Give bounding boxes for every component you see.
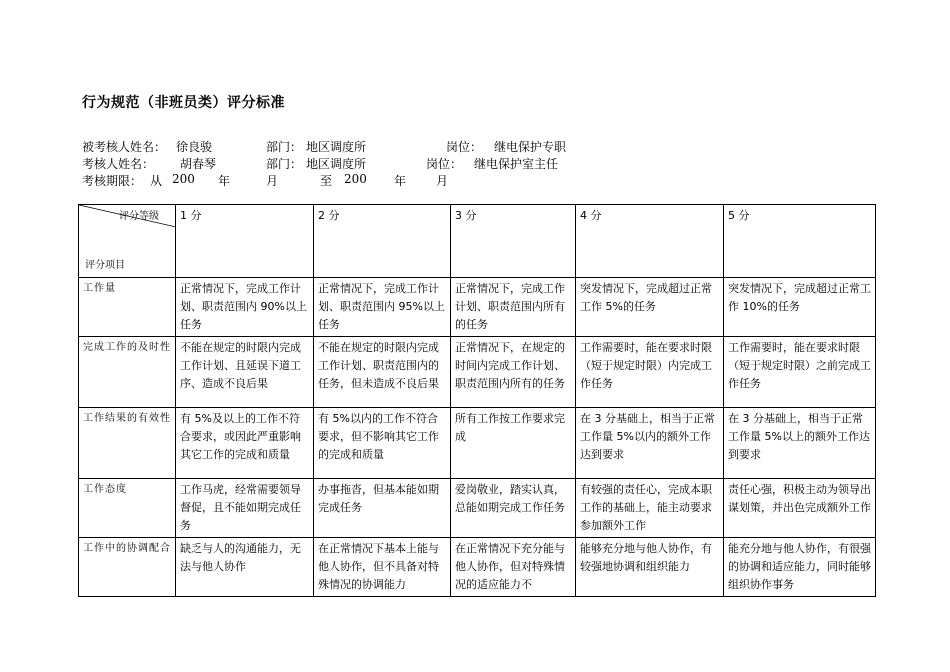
table-row (79, 408, 876, 479)
period-label: 考核期限： (82, 174, 143, 188)
assessee-post-label: 岗位： (446, 140, 483, 154)
grade-header: 1 分 (176, 205, 314, 278)
criteria-cell: 正常情况下，完成工作计划、职责范围内 95%以上任务 (314, 278, 451, 337)
criteria-cell: 不能在规定的时限内完成工作计划、且延误下道工序、造成不良后果 (176, 337, 314, 408)
corner-cell (79, 205, 176, 278)
criteria-cell: 责任心强，积极主动为领导出谋划策，并出色完成额外工作 (724, 479, 876, 538)
table-row (79, 278, 876, 337)
table-header-row (79, 205, 876, 278)
grade-header: 5 分 (724, 205, 876, 278)
criteria-cell: 正常情况下，在规定的时间内完成工作计划、职责范围内所有的任务 (451, 337, 576, 408)
criteria-cell: 能充分地与他人协作，有很强的协调和适应能力，同时能够组织协作事务 (724, 538, 876, 597)
assessor-name-label: 考核人姓名： (82, 157, 155, 171)
period-year-end: 200 (344, 172, 367, 186)
period-month-unit-end: 月 (436, 174, 449, 188)
table-row (79, 337, 876, 408)
assessee-name-label: 被考核人姓名： (82, 140, 167, 154)
criteria-cell: 工作需要时，能在要求时限（短于规定时限）之前完成工作任务 (724, 337, 876, 408)
assessor-dept: 地区调度所 (306, 157, 367, 171)
criteria-cell: 在正常情况下基本上能与他人协作，但不具备对特殊情况的协调能力 (314, 538, 451, 597)
period-from: 从 (150, 174, 163, 188)
criteria-cell: 在 3 分基础上，相当于正常工作量 5%以内的额外工作达到要求 (576, 408, 724, 479)
period-year-start: 200 (172, 172, 195, 186)
item-axis-label: 评分项目 (85, 260, 125, 271)
assessee-post: 继电保护专职 (494, 140, 567, 154)
assessor-post-label: 岗位： (426, 157, 463, 171)
assessor-dept-label: 部门： (266, 157, 303, 171)
grade-header: 4 分 (576, 205, 724, 278)
criteria-cell: 办事拖沓，但基本能如期完成任务 (314, 479, 451, 538)
criteria-cell: 缺乏与人的沟通能力，无法与他人协作 (176, 538, 314, 597)
item-label: 工作中的协调配合 (79, 538, 176, 597)
assessee-name: 徐良骏 (176, 140, 213, 154)
scoring-table (78, 204, 876, 597)
assessee-dept-label: 部门： (266, 140, 303, 154)
criteria-cell: 工作马虎，经常需要领导督促，且不能如期完成任务 (176, 479, 314, 538)
assessee-dept: 地区调度所 (306, 140, 367, 154)
criteria-cell: 所有工作按工作要求完成 (451, 408, 576, 479)
item-label: 工作量 (79, 278, 176, 337)
assessor-name: 胡春琴 (180, 157, 217, 171)
criteria-cell: 爱岗敬业，踏实认真，总能如期完成工作任务 (451, 479, 576, 538)
criteria-cell: 有 5%以内的工作不符合要求，但不影响其它工作的完成和质量 (314, 408, 451, 479)
period-year-unit-start: 年 (218, 174, 231, 188)
period-year-unit-end: 年 (394, 174, 407, 188)
criteria-cell: 突发情况下，完成超过正常工作 10%的任务 (724, 278, 876, 337)
page-title: 行为规范（非班员类）评分标准 (82, 95, 285, 111)
criteria-cell: 有较强的责任心，完成本职工作的基础上，能主动要求参加额外工作 (576, 479, 724, 538)
grade-axis-label: 评分等级 (119, 211, 159, 222)
item-label: 完成工作的及时性 (79, 337, 176, 408)
criteria-cell: 正常情况下，完成工作计划、职责范围内所有的任务 (451, 278, 576, 337)
criteria-cell: 在 3 分基础上，相当于正常工作量 5%以上的额外工作达到要求 (724, 408, 876, 479)
criteria-cell: 工作需要时，能在要求时限（短于规定时限）内完成工作任务 (576, 337, 724, 408)
criteria-cell: 突发情况下，完成超过正常工作 5%的任务 (576, 278, 724, 337)
table-row (79, 479, 876, 538)
criteria-cell: 正常情况下，完成工作计划、职责范围内 90%以上任务 (176, 278, 314, 337)
table-row (79, 538, 876, 597)
item-label: 工作态度 (79, 479, 176, 538)
period-month-unit-start: 月 (266, 174, 279, 188)
assessor-post: 继电保护室主任 (474, 157, 559, 171)
criteria-cell: 在正常情况下充分能与他人协作，但对特殊情况的适应能力不 (451, 538, 576, 597)
period-to: 至 (320, 174, 333, 188)
criteria-cell: 有 5%及以上的工作不符合要求，或因此严重影响其它工作的完成和质量 (176, 408, 314, 479)
criteria-cell: 不能在规定的时限内完成工作计划、职责范围内的任务，但未造成不良后果 (314, 337, 451, 408)
item-label: 工作结果的有效性 (79, 408, 176, 479)
grade-header: 3 分 (451, 205, 576, 278)
criteria-cell: 能够充分地与他人协作，有较强地协调和组织能力 (576, 538, 724, 597)
grade-header: 2 分 (314, 205, 451, 278)
